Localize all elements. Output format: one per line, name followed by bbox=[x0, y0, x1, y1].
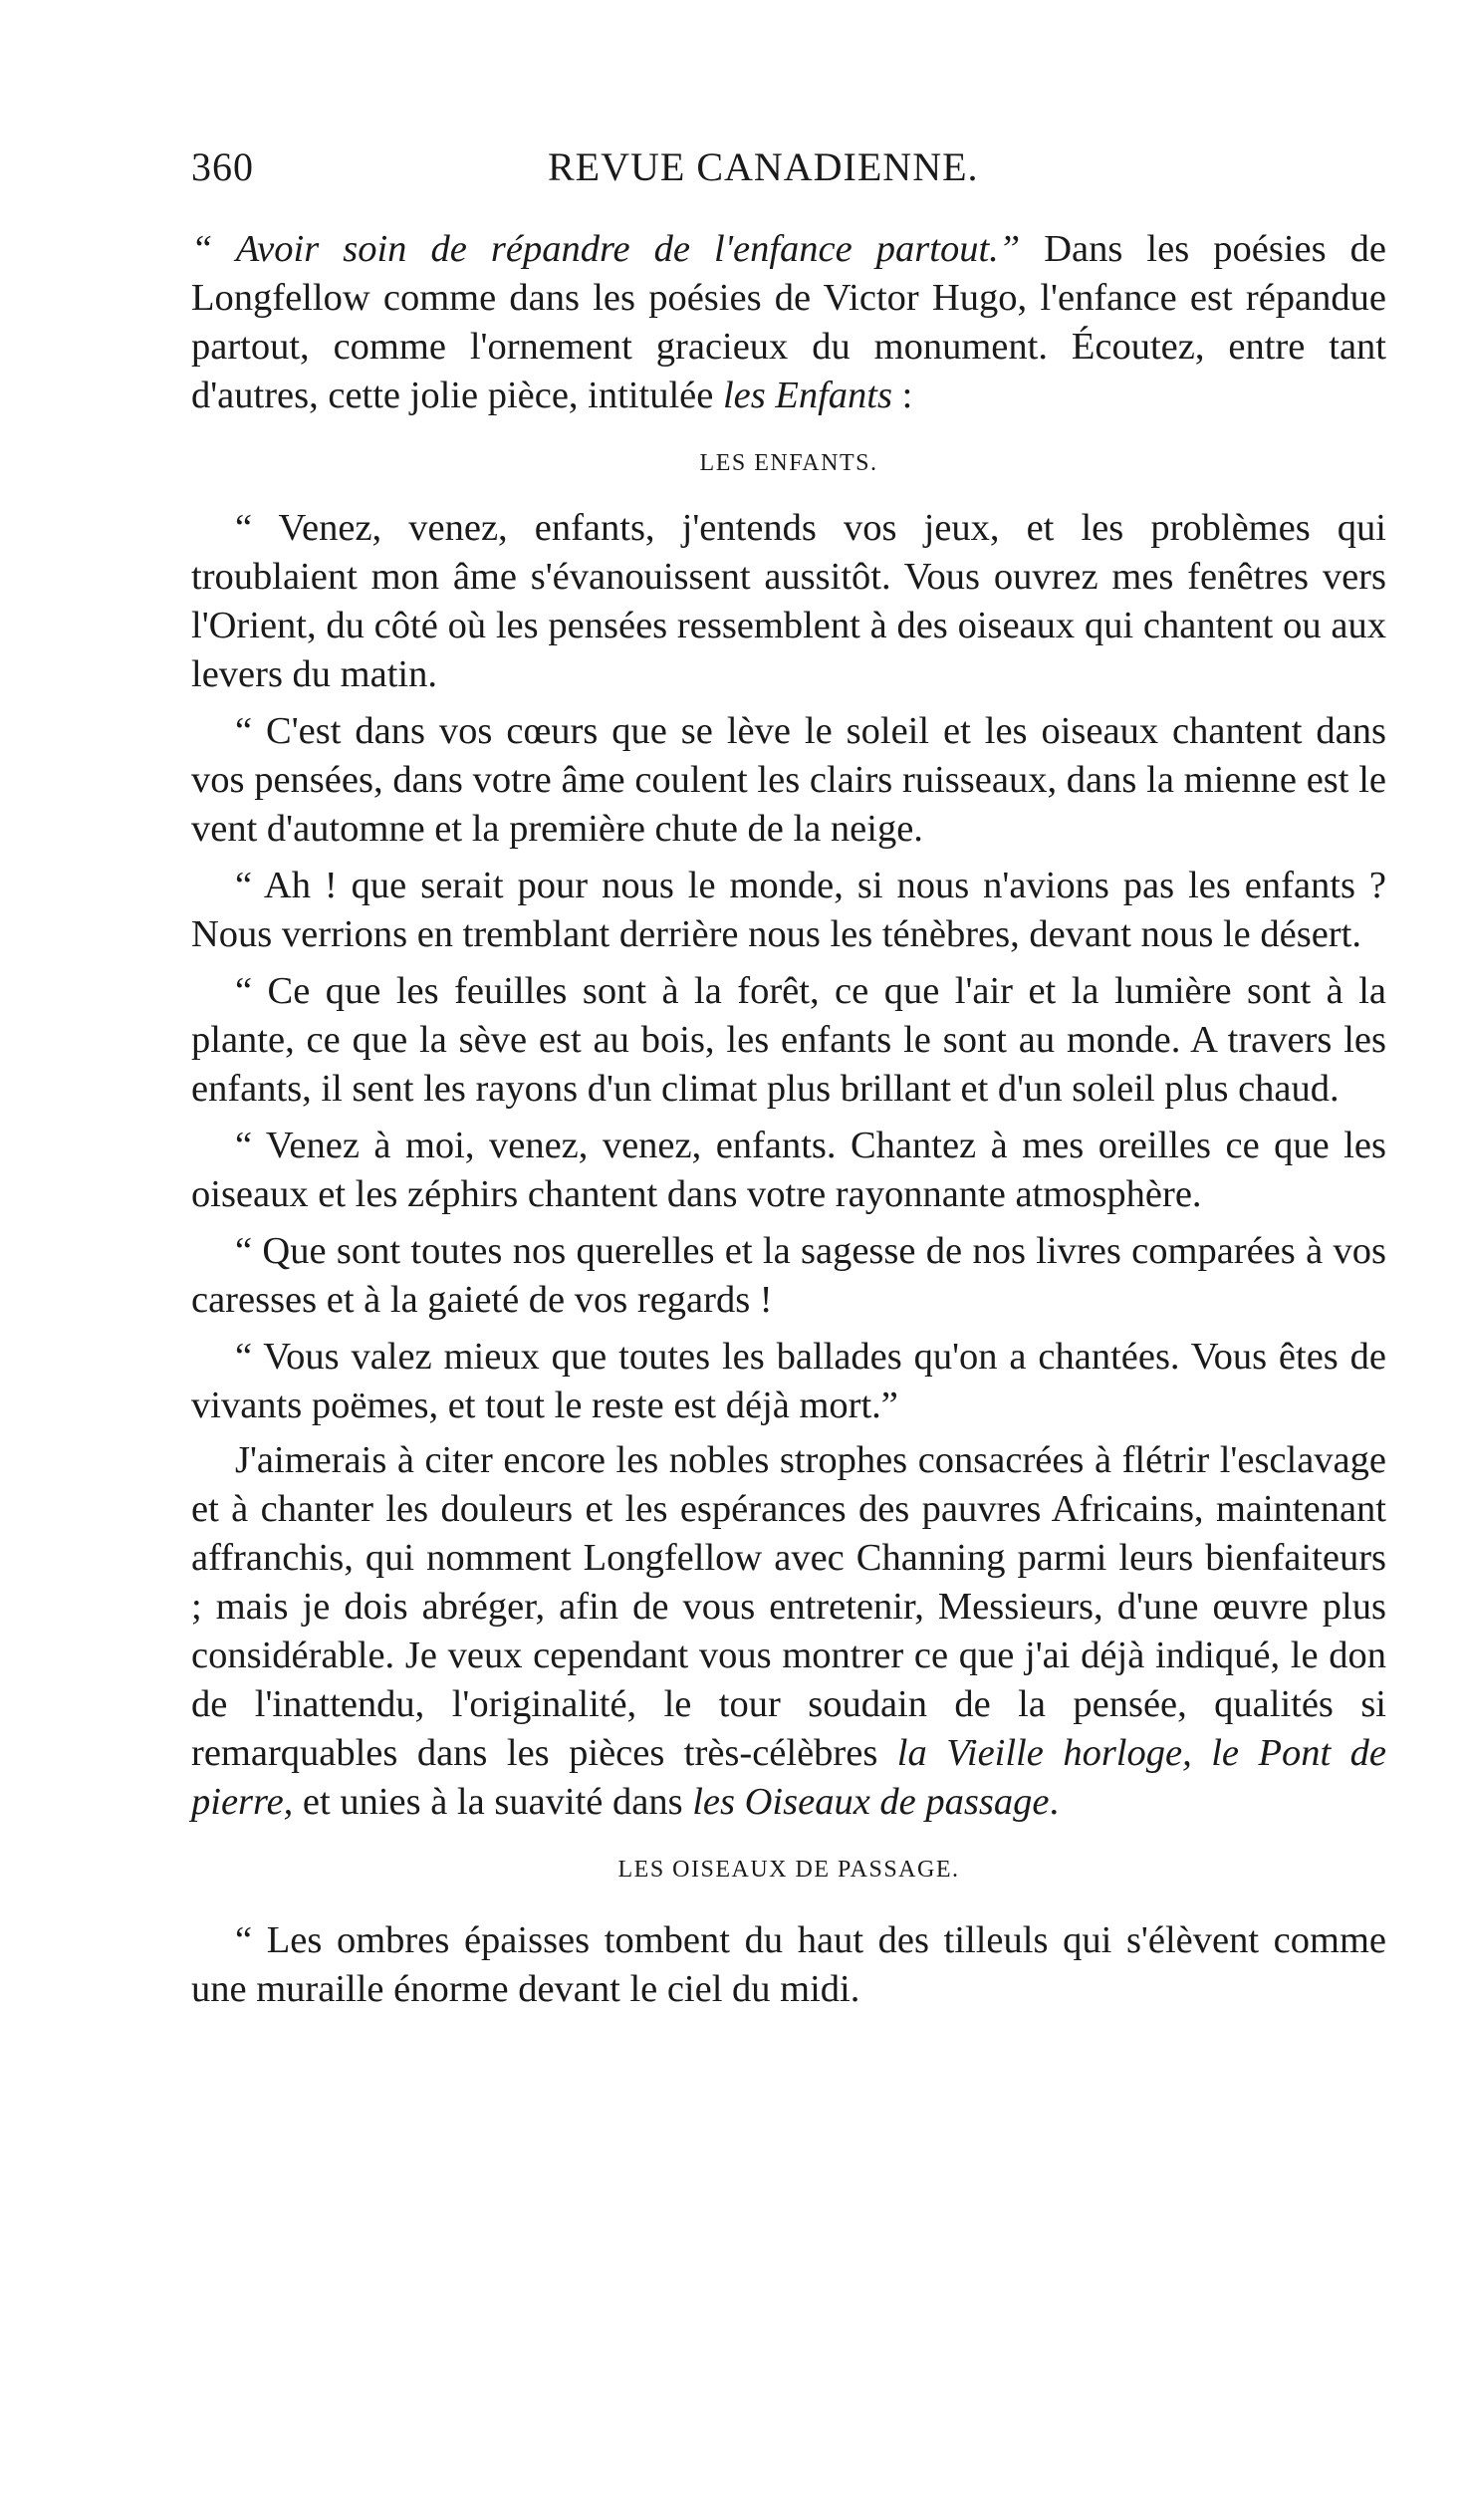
poem-paragraph: “ Ce que les feuilles sont à la forêt, ce que l'air et la lumière sont à la plante, ce que la sève est au bois, les enfants le sont au monde. A travers les enfants, il sent les rayons d'un climat plus brillant et d'un soleil plus chaud. bbox=[191, 970, 1386, 1110]
text-block bbox=[191, 225, 1386, 2014]
page-number: 360 bbox=[191, 144, 254, 189]
journal-title: REVUE CANADIENNE. bbox=[548, 144, 979, 189]
poem-paragraph: “ Venez à moi, venez, venez, enfants. Chantez à mes oreilles ce que les oiseaux et les zéphirs chantent dans votre rayonnante atmosphère. bbox=[191, 1125, 1386, 1215]
poem-paragraph: “ Ah ! que serait pour nous le monde, si nous n'avions pas les enfants ? Nous verrions en tremblant derrière nous les ténèbres, devant nous le désert. bbox=[191, 865, 1386, 955]
poem-paragraph: “ Que sont toutes nos querelles et la sagesse de nos livres comparées à vos caresses et à la gaieté de vos regards ! bbox=[191, 1230, 1386, 1321]
intro-text-1: Dans les poésies de Longfellow comme dans les poésies de Victor Hugo, l'enfance est répandue partout, comme l'ornement gracieux du monument. Écoutez, entre tant d'autres, cette jolie pièce, intitulée bbox=[191, 228, 1386, 416]
prose-text-2: et unies à la suavité dans bbox=[293, 1781, 693, 1823]
prose-text-1: J'aimerais à citer encore les nobles strophes consacrées à flétrir l'esclavage et à chanter les douleurs et les espérances des pauvres Africains, maintenant affranchis, qui nomment Longfellow avec Channing parmi leurs bienfaiteurs ; mais je dois abréger, afin de vous entretenir, Messieurs, d'une œuvre plus considérable. Je veux cependant vous montrer ce que j'ai déjà indiqué, le don de l'inattendu, l'originalité, le tour soudain de la pensée, qualités si remarquables dans les pièces très-célèbres bbox=[191, 1439, 1386, 1774]
poem-paragraph: “ Venez, venez, enfants, j'entends vos jeux, et les problèmes qui troublaient mon âme s'évanouissent aussitôt. Vous ouvrez mes fenêtres vers l'Orient, du côté où les pensées ressemblent à des oiseaux qui chantent ou aux levers du matin. bbox=[191, 507, 1386, 695]
prose-paragraph bbox=[191, 1436, 1386, 1827]
intro-text-2: : bbox=[892, 375, 913, 416]
intro-quote: “ Avoir soin de répandre de l'enfance partout.” bbox=[191, 228, 1021, 270]
running-head bbox=[191, 143, 1386, 193]
prose-title-reference-2: les Oiseaux de passage bbox=[692, 1781, 1050, 1823]
poem-paragraph: “ Vous valez mieux que toutes les ballades qu'on a chantées. Vous êtes de vivants poëmes, et tout le reste est déjà mort.” bbox=[191, 1336, 1386, 1426]
prose-text-3: . bbox=[1049, 1781, 1060, 1823]
intro-title-reference: les Enfants bbox=[722, 375, 892, 416]
poem-paragraph: “ C'est dans vos cœurs que se lève le soleil et les oiseaux chantent dans vos pensées, dans votre âme coulent les clairs ruisseaux, dans la mienne est le vent d'automne et la première chute de la neige. bbox=[191, 710, 1386, 850]
section-heading-les-oiseaux-de-passage: LES OISEAUX DE PASSAGE. bbox=[617, 1857, 960, 1883]
prose-title-reference-1: la Vieille horloge, le Pont de pierre, bbox=[191, 1732, 1386, 1823]
poem-paragraph: “ Les ombres épaisses tombent du haut des tilleuls qui s'élèvent comme une muraille énorme devant le ciel du midi. bbox=[191, 1919, 1386, 2010]
section-heading-les-enfants: LES ENFANTS. bbox=[699, 450, 878, 476]
intro-paragraph bbox=[191, 225, 1386, 420]
